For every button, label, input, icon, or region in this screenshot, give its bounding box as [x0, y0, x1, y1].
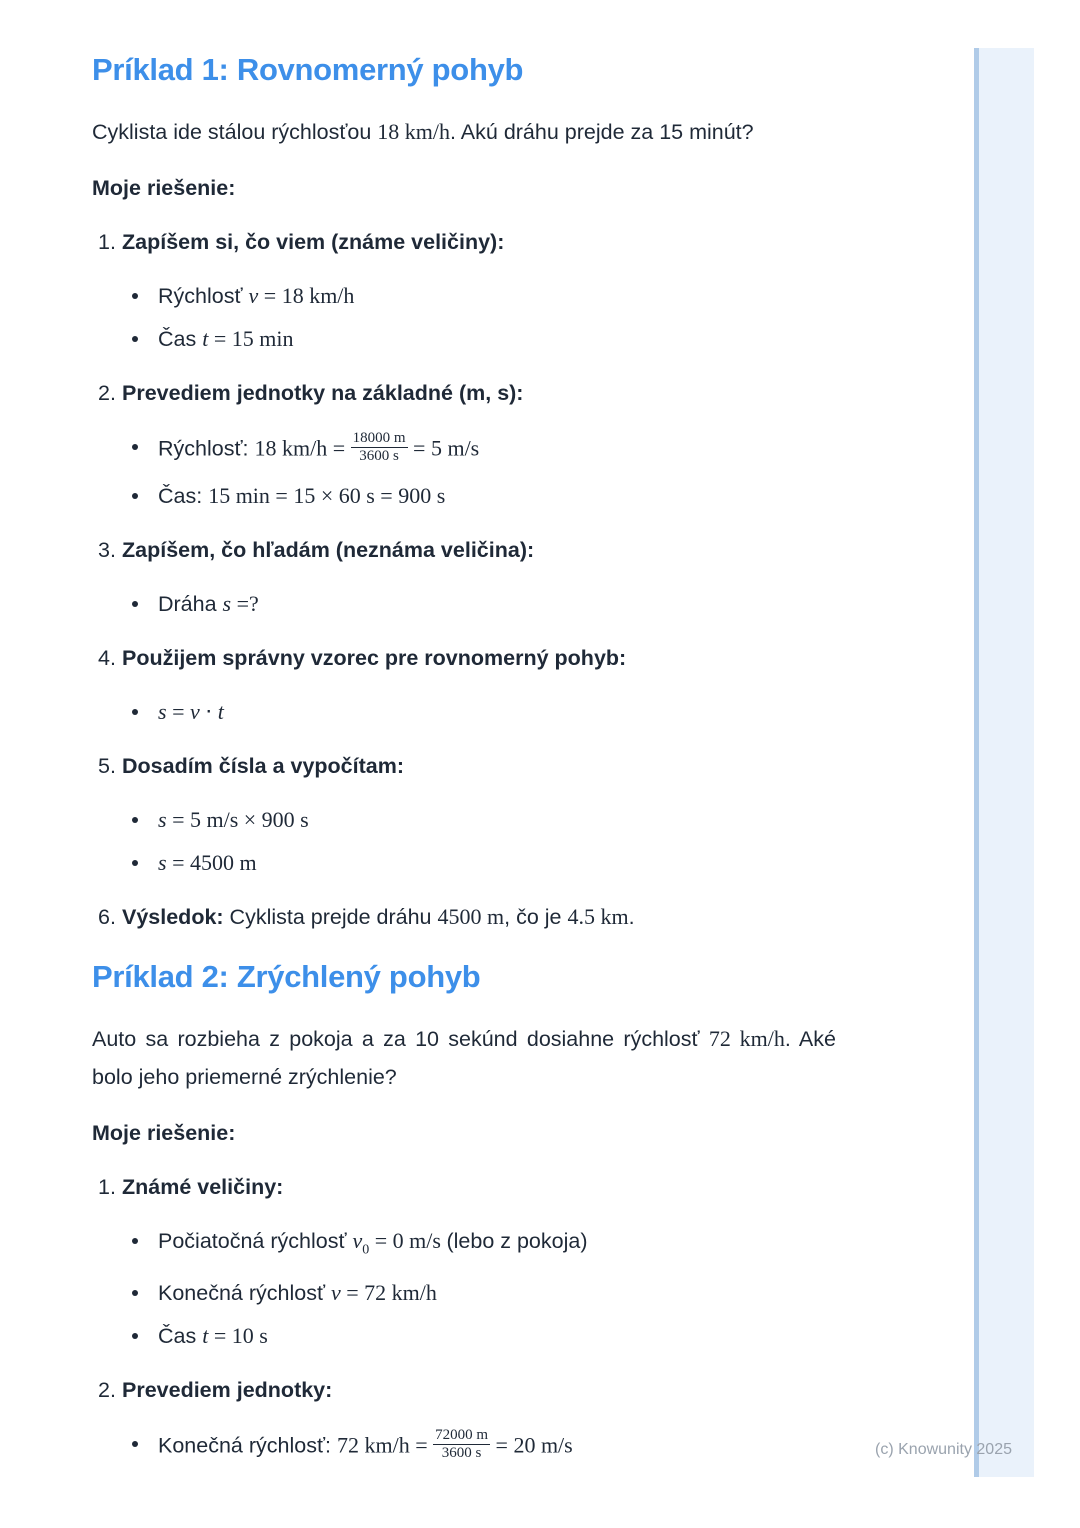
- example-section: [92, 53, 836, 932]
- bold-text-run: Prevediem jednotky na základné (m, s):: [122, 381, 524, 405]
- math-text-run: = 0 m/s: [369, 1227, 447, 1253]
- bullet-list: [122, 1226, 836, 1351]
- solution-steps-list: [92, 1172, 836, 1465]
- math-text-run: 4.5 km: [567, 903, 629, 929]
- bold-text-run: Dosadím čísla a vypočítam:: [122, 753, 404, 778]
- right-margin-stripe: [974, 48, 1034, 1477]
- bullet-item: [122, 324, 836, 354]
- step-number: 5.: [98, 753, 116, 778]
- math-variable: s: [222, 590, 232, 616]
- section-title: Príklad 2: Zrýchlený pohyb: [92, 958, 481, 994]
- document-content: [92, 0, 836, 1464]
- math-text-run: = 18 km/h: [258, 283, 355, 308]
- text-run: Cyklista ide stálou rýchlosťou: [92, 120, 378, 144]
- text-run: Auto sa rozbieha z pokoja a za 10 sekúnd dosiahne rýchlosť: [92, 1026, 709, 1051]
- step-number: 2.: [98, 1377, 116, 1402]
- solution-step: [92, 378, 836, 511]
- math-variable: s: [158, 698, 167, 724]
- math-text-run: ⋅: [199, 698, 218, 724]
- bullet-item: [122, 1426, 836, 1465]
- math-variable: v: [248, 283, 259, 308]
- solution-step: [92, 1172, 836, 1351]
- fraction: [351, 430, 408, 466]
- step-heading: [122, 751, 836, 781]
- text-run: Konečná rýchlosť:: [158, 1433, 337, 1458]
- fraction-denominator: 3600 s: [359, 448, 399, 465]
- text-run: , čo je: [504, 904, 568, 929]
- bullet-item: [122, 481, 836, 511]
- fraction-numerator: 18000 m: [351, 430, 408, 448]
- bullet-dot: [132, 293, 138, 299]
- bold-text-run: Prevediem jednotky:: [122, 1377, 333, 1402]
- math-text-run: = 72 km/h: [340, 1279, 437, 1305]
- bullet-dot: [132, 1333, 138, 1339]
- math-variable: s: [158, 806, 167, 832]
- bullet-item: [122, 1226, 836, 1265]
- bullet-dot: [132, 1441, 138, 1447]
- bullet-item: [122, 697, 836, 727]
- math-subscript: 0: [362, 1241, 370, 1257]
- bullet-list: [122, 589, 836, 619]
- math-text-run: = 5 m/s × 900 s: [166, 806, 309, 832]
- math-variable: s: [158, 849, 167, 875]
- solution-step: [92, 535, 836, 619]
- math-text-run: = 5 m/s: [407, 435, 480, 461]
- math-text-run: 72 km/h: [708, 1025, 785, 1051]
- bullet-dot: [132, 1290, 138, 1296]
- solution-label: Moje riešenie:: [92, 176, 236, 200]
- math-variable: t: [202, 326, 209, 351]
- bullet-dot: [132, 817, 138, 823]
- bullet-list: [122, 432, 836, 511]
- math-variable-base: v: [352, 1227, 363, 1253]
- text-run: . Akú dráhu prejde za 15 minút?: [450, 120, 754, 144]
- solution-step: [92, 1375, 836, 1465]
- bullet-dot: [132, 601, 138, 607]
- math-text-run: 18 km/h =: [254, 435, 351, 461]
- math-variable: t: [202, 1322, 209, 1348]
- math-text-run: 72 km/h =: [336, 1432, 434, 1458]
- math-text-run: = 20 m/s: [490, 1432, 573, 1458]
- bullet-list: [122, 697, 836, 727]
- solution-step: [92, 902, 836, 932]
- fraction-denominator: 3600 s: [441, 1445, 482, 1462]
- step-number: 1.: [98, 1174, 116, 1199]
- bullet-dot: [132, 444, 138, 450]
- math-variable: v: [331, 1279, 341, 1305]
- text-run: .: [628, 904, 635, 929]
- math-variable-subscript: [352, 1227, 370, 1257]
- math-text-run: =?: [231, 590, 259, 616]
- math-variable: v: [189, 698, 200, 724]
- text-run: Čas: [158, 327, 203, 351]
- step-heading: [122, 378, 836, 408]
- text-run: Počiatočná rýchlosť: [158, 1228, 353, 1253]
- math-text-run: 18 km/h: [377, 119, 451, 144]
- step-number: 6.: [98, 904, 116, 929]
- math-variable: t: [217, 698, 224, 724]
- bullet-item: [122, 281, 836, 311]
- step-number: 3.: [98, 537, 116, 562]
- solution-step: [92, 751, 836, 878]
- bullet-list: [122, 281, 836, 354]
- math-text-run: =: [166, 698, 190, 724]
- fraction: [433, 1427, 490, 1463]
- bold-text-run: Zapíšem si, čo viem (známe veličiny):: [122, 230, 505, 254]
- text-run: . Aké bolo jeho priemerné zrýchlenie?: [92, 1026, 836, 1089]
- bullet-item: [122, 1278, 836, 1308]
- text-run: Čas:: [158, 483, 209, 508]
- text-run: Rýchlosť:: [158, 436, 255, 461]
- bullet-dot: [132, 709, 138, 715]
- text-run: Dráha: [158, 591, 223, 616]
- bullet-dot: [132, 493, 138, 499]
- math-text-run: = 15 min: [208, 326, 294, 351]
- bullet-item: [122, 848, 836, 878]
- math-text-run: = 4500 m: [166, 849, 257, 875]
- bullet-dot: [132, 860, 138, 866]
- text-run: Cyklista prejde dráhu: [223, 904, 438, 929]
- bullet-item: [122, 805, 836, 835]
- text-run: Konečná rýchlosť: [158, 1280, 331, 1305]
- bold-text-run: Známé veličiny:: [122, 1174, 284, 1199]
- step-heading: [122, 1172, 836, 1202]
- solution-label: Moje riešenie:: [92, 1120, 236, 1145]
- bullet-list: [122, 805, 836, 878]
- step-number: 1.: [98, 230, 116, 254]
- bullet-item: [122, 1321, 836, 1351]
- math-text-run: 15 min = 15 × 60 s = 900 s: [208, 482, 446, 508]
- text-run: (lebo z pokoja): [446, 1228, 588, 1253]
- math-text-run: 4500 m: [437, 903, 505, 929]
- step-heading: [122, 1375, 836, 1405]
- bold-text-run: Zapíšem, čo hľadám (neznáma veličina):: [122, 537, 535, 562]
- bold-text-run: Výsledok:: [122, 904, 224, 929]
- bullet-item: [122, 589, 836, 619]
- problem-statement: [92, 113, 836, 151]
- step-number: 2.: [98, 381, 116, 405]
- problem-statement: [92, 1020, 836, 1096]
- bullet-dot: [132, 336, 138, 342]
- fraction-numerator: 72000 m: [433, 1427, 490, 1445]
- text-run: Rýchlosť: [158, 284, 249, 308]
- section-title: Príklad 1: Rovnomerný pohyb: [92, 52, 524, 87]
- step-heading: [122, 535, 836, 565]
- text-run: Čas: [158, 1323, 203, 1348]
- copyright-footer: (c) Knowunity 2025: [875, 1441, 1012, 1458]
- solution-steps-list: [92, 227, 836, 932]
- solution-step: [92, 643, 836, 727]
- bullet-list: [122, 1426, 836, 1465]
- bullet-dot: [132, 1238, 138, 1244]
- step-heading: [122, 227, 836, 257]
- bold-text-run: Použijem správny vzorec pre rovnomerný pohyb:: [122, 645, 627, 670]
- step-heading: [122, 643, 836, 673]
- step-heading: [122, 902, 836, 932]
- bullet-item: [122, 432, 836, 468]
- solution-step: [92, 227, 836, 354]
- math-text-run: = 10 s: [208, 1322, 268, 1348]
- step-number: 4.: [98, 645, 116, 670]
- example-section: [92, 960, 836, 1465]
